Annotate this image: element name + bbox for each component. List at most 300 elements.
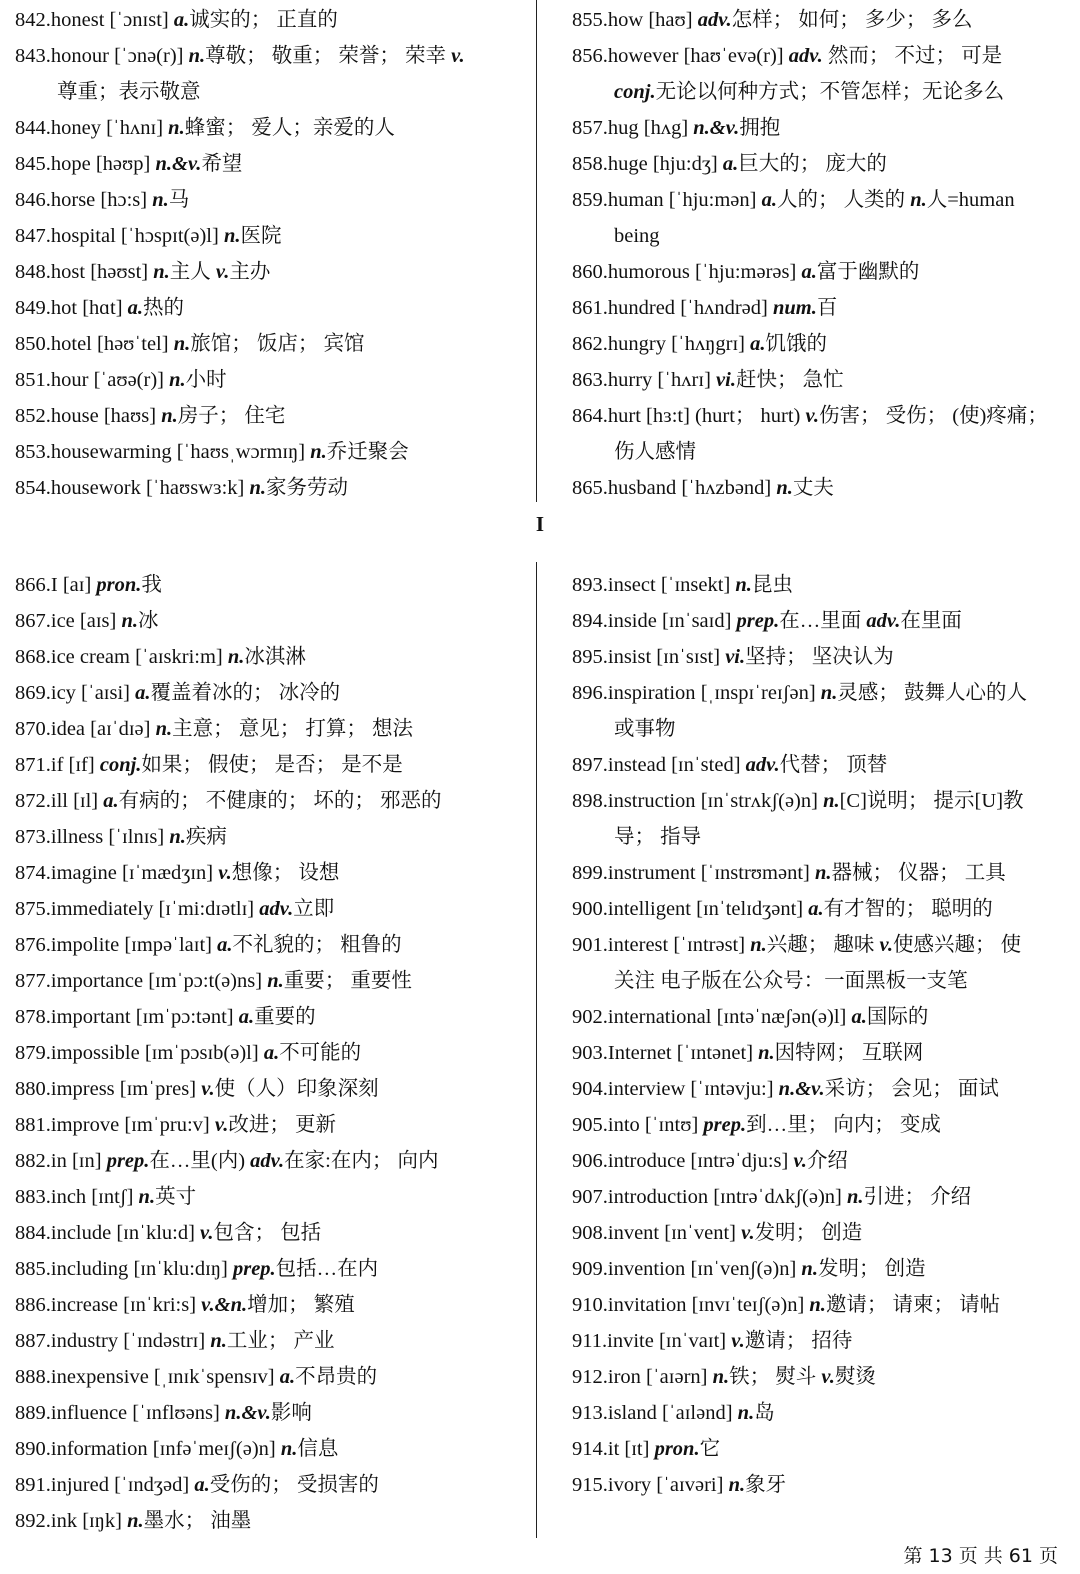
entry-definition: 不礼貌的； 粗鲁的 bbox=[232, 934, 402, 956]
entry-definition: 热的 bbox=[143, 297, 185, 319]
entry-number: 902. bbox=[572, 1006, 608, 1028]
entry-word: honest bbox=[50, 9, 105, 31]
entry-phonetic: [ˈaɪvəri] bbox=[656, 1474, 724, 1496]
entry-phonetic: [ɪntrəˈdʌkʃ(ə)n] bbox=[713, 1186, 842, 1208]
part-of-speech: n. bbox=[169, 369, 186, 391]
entry-number: 886. bbox=[15, 1294, 51, 1316]
entry-word: ivory bbox=[607, 1474, 652, 1496]
entry-definition: 改进； 更新 bbox=[228, 1114, 336, 1136]
vocab-entry bbox=[15, 290, 520, 326]
vocab-entry bbox=[15, 603, 520, 639]
entry-definition: 伤人感情 bbox=[614, 441, 696, 463]
part-of-speech: n. bbox=[169, 826, 186, 848]
entry-word: influence bbox=[50, 1402, 128, 1424]
vocab-entry bbox=[572, 1035, 1064, 1071]
entry-number: 907. bbox=[572, 1186, 608, 1208]
part-of-speech: n. bbox=[750, 934, 767, 956]
entry-word: hour bbox=[50, 369, 89, 391]
part-of-speech: a. bbox=[851, 1006, 867, 1028]
entry-number: 868. bbox=[15, 646, 51, 668]
entry-phonetic: [ɪˈmædʒɪn] bbox=[122, 862, 214, 884]
entry-phonetic: [aɪˈdɪə] bbox=[90, 718, 151, 740]
entry-number: 845. bbox=[15, 153, 51, 175]
entry-number: 915. bbox=[572, 1474, 608, 1496]
entry-number: 854. bbox=[15, 477, 51, 499]
entry-definition: 立即 bbox=[293, 898, 335, 920]
entry-phonetic: [ɪmpəˈlaɪt] bbox=[124, 934, 212, 956]
entry-definition: 拥抱 bbox=[739, 117, 781, 139]
entry-definition: 信息 bbox=[297, 1438, 339, 1460]
vocab-entry bbox=[15, 1467, 520, 1503]
entry-definition: 马 bbox=[168, 189, 190, 211]
vocab-entry bbox=[15, 110, 520, 146]
entry-definition: 在…里面 bbox=[779, 610, 867, 632]
vocab-entry bbox=[15, 963, 520, 999]
entry-number: 910. bbox=[572, 1294, 608, 1316]
vocab-entry bbox=[572, 470, 1064, 506]
entry-definition: 使感兴趣； 使 bbox=[892, 934, 1022, 956]
entry-word: I bbox=[50, 574, 58, 596]
part-of-speech: v. bbox=[805, 405, 819, 427]
entry-number: 855. bbox=[572, 9, 608, 31]
vocab-entry bbox=[15, 434, 520, 470]
vocab-entry bbox=[572, 362, 1064, 398]
entry-number: 872. bbox=[15, 790, 51, 812]
vocab-entry bbox=[15, 1143, 520, 1179]
part-of-speech: adv. bbox=[259, 898, 294, 920]
entry-definition: 象牙 bbox=[745, 1474, 787, 1496]
part-of-speech: n.&v. bbox=[693, 117, 740, 139]
entry-definition: 人=human bbox=[926, 189, 1015, 211]
entries-i-left bbox=[15, 567, 520, 1539]
entry-phonetic: [ɪmˈpres] bbox=[119, 1078, 197, 1100]
entry-number: 874. bbox=[15, 862, 51, 884]
entry-phonetic: [ˈɪndʒəd] bbox=[114, 1474, 190, 1496]
entry-word: increase bbox=[50, 1294, 119, 1316]
part-of-speech: n. bbox=[227, 646, 245, 668]
vocab-entry bbox=[15, 639, 520, 675]
entry-phonetic: [ɪnˈvenʃ(ə)n] bbox=[690, 1258, 797, 1280]
entry-number: 869. bbox=[15, 682, 51, 704]
entry-word: horse bbox=[50, 189, 96, 211]
vocab-entry bbox=[15, 2, 520, 38]
vocab-entry bbox=[15, 218, 520, 254]
part-of-speech: v. bbox=[214, 1114, 229, 1136]
entry-continuation bbox=[15, 74, 520, 110]
entry-definition: 然而； 不过； 可是 bbox=[822, 45, 1003, 67]
entry-definition: 包含； 包括 bbox=[213, 1222, 322, 1244]
vocab-entry bbox=[572, 326, 1064, 362]
entry-definition: 主人 bbox=[169, 261, 216, 283]
vocab-entry bbox=[572, 1107, 1064, 1143]
entry-number: 873. bbox=[15, 826, 51, 848]
entry-word: international bbox=[607, 1006, 712, 1028]
part-of-speech: n. bbox=[823, 790, 840, 812]
entry-phonetic: [ˈhɔspɪt(ə)l] bbox=[120, 225, 219, 247]
entry-number: 861. bbox=[572, 297, 608, 319]
entry-phonetic: [ˈaɪsi] bbox=[81, 682, 130, 704]
entry-definition: 或事物 bbox=[614, 718, 676, 740]
entry-word: host bbox=[50, 261, 86, 283]
letter-heading: I bbox=[535, 512, 545, 536]
part-of-speech: n. bbox=[910, 189, 927, 211]
vocab-entry bbox=[15, 1215, 520, 1251]
vocab-entry bbox=[15, 927, 520, 963]
entry-phonetic: [hɑt] bbox=[82, 297, 123, 319]
entry-definition: 在里面 bbox=[900, 610, 962, 632]
part-of-speech: n.&v. bbox=[778, 1078, 825, 1100]
entry-word: hurt bbox=[607, 405, 641, 427]
entry-phonetic: [ɪntʃ] bbox=[91, 1186, 134, 1208]
entry-phonetic: [ɪnˈvent] bbox=[664, 1222, 736, 1244]
part-of-speech: n. bbox=[267, 970, 284, 992]
vocab-entry bbox=[572, 1359, 1064, 1395]
entry-definition: 不可能的 bbox=[279, 1042, 362, 1064]
entry-number: 898. bbox=[572, 790, 608, 812]
vocab-entry bbox=[15, 326, 520, 362]
vocab-entry bbox=[15, 362, 520, 398]
entry-number: 877. bbox=[15, 970, 51, 992]
entry-phonetic: [ˈaʊə(r)] bbox=[93, 369, 164, 391]
entry-definition: 发明； 创造 bbox=[817, 1258, 926, 1280]
entry-definition: 冰淇淋 bbox=[244, 646, 306, 668]
part-of-speech: prep. bbox=[232, 1258, 276, 1280]
vocab-entry bbox=[15, 1287, 520, 1323]
entry-definition: 发明； 创造 bbox=[754, 1222, 863, 1244]
entry-number: 857. bbox=[572, 117, 608, 139]
entry-definition: 墨水； 油墨 bbox=[143, 1510, 252, 1532]
entry-number: 888. bbox=[15, 1366, 51, 1388]
entry-number: 901. bbox=[572, 934, 608, 956]
vocab-entry bbox=[15, 254, 520, 290]
vocab-entry bbox=[572, 927, 1064, 999]
vocab-entry bbox=[572, 639, 1064, 675]
part-of-speech: adv. bbox=[745, 754, 780, 776]
entry-word: including bbox=[50, 1258, 129, 1280]
entry-definition: 有才智的； 聪明的 bbox=[823, 898, 993, 920]
entry-number: 852. bbox=[15, 405, 51, 427]
entry-definition: 熨烫 bbox=[834, 1366, 876, 1388]
entry-number: 905. bbox=[572, 1114, 608, 1136]
entry-definition: 在…里(内) bbox=[149, 1150, 251, 1172]
part-of-speech: n. bbox=[121, 610, 138, 632]
entry-definition: 我 bbox=[141, 574, 162, 596]
part-of-speech: v. bbox=[731, 1330, 745, 1352]
entry-word: honour bbox=[50, 45, 109, 67]
part-of-speech: n. bbox=[188, 45, 206, 67]
vocab-entry bbox=[15, 1395, 520, 1431]
entry-number: 899. bbox=[572, 862, 608, 884]
entry-phonetic: [ɪnfəˈmeɪʃ(ə)n] bbox=[152, 1438, 276, 1460]
entry-definition: 灵感； 鼓舞人心的人 bbox=[837, 682, 1027, 704]
entry-definition: 冰 bbox=[138, 610, 159, 632]
entry-definition: 重要的 bbox=[254, 1006, 316, 1028]
entry-word: iron bbox=[607, 1366, 641, 1388]
entry-word: ice cream bbox=[50, 646, 130, 668]
entry-number: 913. bbox=[572, 1402, 608, 1424]
entry-phonetic: [aɪs] bbox=[79, 610, 117, 632]
entry-phonetic: [hɜ:t] (hurt； hurt) bbox=[646, 405, 801, 427]
entry-number: 893. bbox=[572, 574, 608, 596]
entry-definition: 无论以何种方式；不管怎样；无论多么 bbox=[655, 81, 1005, 103]
entry-number: 912. bbox=[572, 1366, 608, 1388]
vocab-entry bbox=[15, 1071, 520, 1107]
entry-definition: 怎样； 如何； 多少； 多么 bbox=[731, 9, 973, 31]
entry-definition: 兴趣； 趣味 bbox=[766, 934, 880, 956]
part-of-speech: a. bbox=[801, 261, 817, 283]
entry-number: 875. bbox=[15, 898, 51, 920]
entry-word: huge bbox=[607, 153, 648, 175]
entry-word: hot bbox=[50, 297, 78, 319]
entry-phonetic: [ɪnˈstrʌkʃ(ə)n] bbox=[700, 790, 818, 812]
part-of-speech: pron. bbox=[654, 1438, 700, 1460]
entry-number: 878. bbox=[15, 1006, 51, 1028]
entry-number: 892. bbox=[15, 1510, 51, 1532]
entry-phonetic: [aɪ] bbox=[62, 574, 92, 596]
part-of-speech: a. bbox=[135, 682, 151, 704]
vocab-entry bbox=[572, 2, 1064, 38]
entry-phonetic: [ɪmˈpru:v] bbox=[124, 1114, 210, 1136]
entry-word: island bbox=[607, 1402, 657, 1424]
part-of-speech: n. bbox=[758, 1042, 775, 1064]
part-of-speech: a. bbox=[194, 1474, 210, 1496]
entry-phonetic: [ˈɪnflʊəns] bbox=[132, 1402, 220, 1424]
entry-number: 856. bbox=[572, 45, 608, 67]
entry-word: importance bbox=[50, 970, 144, 992]
vocab-entry bbox=[15, 783, 520, 819]
vocab-entry bbox=[15, 747, 520, 783]
entry-definition: 使（人）印象深刻 bbox=[214, 1078, 379, 1100]
entry-phonetic: [ˈaɪlənd] bbox=[661, 1402, 733, 1424]
entry-number: 864. bbox=[572, 405, 608, 427]
entry-definition: 想像； 设想 bbox=[231, 862, 340, 884]
part-of-speech: n. bbox=[138, 1186, 156, 1208]
entry-phonetic: [ˌɪnspɪˈreɪʃən] bbox=[700, 682, 816, 704]
part-of-speech: adv. bbox=[250, 1150, 285, 1172]
part-of-speech: n. bbox=[155, 718, 173, 740]
entry-number: 876. bbox=[15, 934, 51, 956]
entry-phonetic: [haʊ] bbox=[648, 9, 693, 31]
entry-phonetic: [ˈɪlnɪs] bbox=[108, 826, 165, 848]
entry-word: hotel bbox=[50, 333, 92, 355]
entry-definition: 尊重；表示敬意 bbox=[57, 81, 201, 103]
entry-continuation bbox=[572, 711, 1064, 747]
entry-phonetic: [ˈɔnɪst] bbox=[109, 9, 169, 31]
part-of-speech: prep. bbox=[106, 1150, 150, 1172]
part-of-speech: a. bbox=[750, 333, 766, 355]
part-of-speech: n. bbox=[814, 862, 832, 884]
entry-word: impress bbox=[50, 1078, 115, 1100]
part-of-speech: num. bbox=[772, 297, 817, 319]
vocab-entry bbox=[572, 855, 1064, 891]
entry-definition: 乔迁聚会 bbox=[326, 441, 409, 463]
vocab-entry bbox=[572, 675, 1064, 747]
part-of-speech: n. bbox=[168, 117, 185, 139]
entry-phonetic: [ɪˈmi:dɪətlɪ] bbox=[158, 898, 255, 920]
entry-word: inspiration bbox=[607, 682, 696, 704]
part-of-speech: v. bbox=[741, 1222, 755, 1244]
entry-definition: 小时 bbox=[185, 369, 227, 391]
part-of-speech: n. bbox=[801, 1258, 818, 1280]
entry-definition: 疾病 bbox=[185, 826, 227, 848]
entry-number: 865. bbox=[572, 477, 608, 499]
part-of-speech: a. bbox=[103, 790, 119, 812]
entry-phonetic: [həʊp] bbox=[95, 153, 151, 175]
entry-word: how bbox=[607, 9, 644, 31]
entry-number: 904. bbox=[572, 1078, 608, 1100]
entry-definition: 增加； 繁殖 bbox=[247, 1294, 355, 1316]
entry-word: impossible bbox=[50, 1042, 140, 1064]
entry-number: 890. bbox=[15, 1438, 51, 1460]
entry-definition: 受伤的； 受损害的 bbox=[209, 1474, 379, 1496]
entry-word: invention bbox=[607, 1258, 686, 1280]
entry-definition: 关注 电子版在公众号：一面黑板一支笔 bbox=[614, 970, 968, 992]
entry-word: instrument bbox=[607, 862, 696, 884]
entry-number: 843. bbox=[15, 45, 51, 67]
part-of-speech: a. bbox=[722, 153, 739, 175]
entry-word: humorous bbox=[607, 261, 690, 283]
entry-number: 900. bbox=[572, 898, 608, 920]
entry-number: 844. bbox=[15, 117, 51, 139]
entry-phonetic: [ɪnˈklu:d] bbox=[116, 1222, 195, 1244]
part-of-speech: a. bbox=[279, 1366, 296, 1388]
entry-word: important bbox=[50, 1006, 131, 1028]
entry-phonetic: [ˈaɪskri:m] bbox=[135, 646, 223, 668]
entry-word: inch bbox=[50, 1186, 87, 1208]
entry-number: 842. bbox=[15, 9, 51, 31]
entry-word: it bbox=[607, 1438, 620, 1460]
part-of-speech: a. bbox=[808, 898, 824, 920]
entry-number: 880. bbox=[15, 1078, 51, 1100]
entry-number: 889. bbox=[15, 1402, 51, 1424]
entry-word: invent bbox=[607, 1222, 660, 1244]
entry-phonetic: [ɪntrəˈdju:s] bbox=[690, 1150, 789, 1172]
entry-phonetic: [həʊˈtel] bbox=[97, 333, 169, 355]
entry-word: idea bbox=[50, 718, 86, 740]
vocab-entry bbox=[572, 398, 1064, 470]
vocab-entry bbox=[572, 290, 1064, 326]
entry-phonetic: [ɪnˈsted] bbox=[671, 754, 741, 776]
vocab-entry bbox=[15, 999, 520, 1035]
entry-phonetic: [ɪnˈklu:dɪŋ] bbox=[133, 1258, 228, 1280]
part-of-speech: adv. bbox=[866, 610, 901, 632]
entry-phonetic: [ˈhaʊswɜ:k] bbox=[145, 477, 245, 499]
entry-definition: 医院 bbox=[240, 225, 282, 247]
entry-phonetic: [ɪnˈtelɪdʒənt] bbox=[696, 898, 804, 920]
entry-number: 860. bbox=[572, 261, 608, 283]
entry-definition: 人的； 人类的 bbox=[776, 189, 911, 211]
entry-continuation bbox=[572, 963, 1064, 999]
entry-definition: 在家:在内； 向内 bbox=[284, 1150, 439, 1172]
entry-phonetic: [ɪf] bbox=[68, 754, 95, 776]
entry-definition: 器械； 仪器； 工具 bbox=[831, 862, 1006, 884]
vocab-entry bbox=[15, 146, 520, 182]
entry-phonetic: [ɪn] bbox=[71, 1150, 102, 1172]
part-of-speech: v. bbox=[200, 1222, 214, 1244]
entry-number: 883. bbox=[15, 1186, 51, 1208]
vocab-entry bbox=[572, 783, 1064, 855]
entry-word: Internet bbox=[607, 1042, 672, 1064]
entry-phonetic: [ɪnˈvaɪt] bbox=[658, 1330, 727, 1352]
entries-h-left bbox=[15, 2, 520, 506]
vocab-entry bbox=[15, 1323, 520, 1359]
part-of-speech: n. bbox=[776, 477, 793, 499]
part-of-speech: conj. bbox=[99, 754, 142, 776]
entry-word: insect bbox=[607, 574, 656, 596]
entry-phonetic: [ˈaɪərn] bbox=[646, 1366, 708, 1388]
vocab-entry bbox=[15, 1179, 520, 1215]
entry-definition: 影响 bbox=[270, 1402, 312, 1424]
entry-phonetic: [ɪŋk] bbox=[82, 1510, 122, 1532]
entry-definition: 伤害； 受伤； (使)疼痛； bbox=[818, 405, 1048, 427]
entry-word: industry bbox=[50, 1330, 119, 1352]
entry-definition: 邀请； 招待 bbox=[744, 1330, 853, 1352]
part-of-speech: n. bbox=[152, 189, 169, 211]
entry-number: 891. bbox=[15, 1474, 51, 1496]
entry-phonetic: [ˈhju:mən] bbox=[668, 189, 757, 211]
entry-number: 882. bbox=[15, 1150, 51, 1172]
entry-word: include bbox=[50, 1222, 112, 1244]
entry-phonetic: [ˈɪntʊ] bbox=[644, 1114, 699, 1136]
entry-word: invitation bbox=[607, 1294, 687, 1316]
part-of-speech: pron. bbox=[96, 574, 142, 596]
entry-number: 853. bbox=[15, 441, 51, 463]
entry-definition: 不昂贵的 bbox=[295, 1366, 378, 1388]
entry-word: intelligent bbox=[607, 898, 691, 920]
vocab-entry bbox=[15, 182, 520, 218]
entry-word: immediately bbox=[50, 898, 154, 920]
part-of-speech: n. bbox=[127, 1510, 144, 1532]
entry-phonetic: [ˈhʌrɪ] bbox=[657, 369, 711, 391]
entry-word: invite bbox=[607, 1330, 654, 1352]
entry-number: 862. bbox=[572, 333, 608, 355]
entry-definition: 坚持； 坚决认为 bbox=[745, 646, 894, 668]
part-of-speech: n.&v. bbox=[224, 1402, 271, 1424]
entry-number: 848. bbox=[15, 261, 51, 283]
entry-number: 894. bbox=[572, 610, 608, 632]
part-of-speech: n. bbox=[280, 1438, 298, 1460]
part-of-speech: v. bbox=[201, 1078, 215, 1100]
entry-number: 866. bbox=[15, 574, 51, 596]
entry-continuation bbox=[572, 218, 1064, 254]
entry-word: in bbox=[50, 1150, 67, 1172]
part-of-speech: a. bbox=[217, 934, 233, 956]
part-of-speech: n. bbox=[210, 1330, 227, 1352]
entry-definition: 饥饿的 bbox=[765, 333, 827, 355]
entry-number: 897. bbox=[572, 754, 608, 776]
entry-definition: 引进； 介绍 bbox=[863, 1186, 972, 1208]
part-of-speech: adv. bbox=[788, 45, 823, 67]
part-of-speech: n. bbox=[846, 1186, 864, 1208]
entry-definition: 主办 bbox=[229, 261, 271, 283]
vocab-entry bbox=[572, 603, 1064, 639]
entry-word: injured bbox=[50, 1474, 109, 1496]
entry-word: interview bbox=[607, 1078, 686, 1100]
part-of-speech: prep. bbox=[703, 1114, 747, 1136]
entries-h-right bbox=[572, 2, 1064, 506]
entry-word: housework bbox=[50, 477, 141, 499]
entry-word: house bbox=[50, 405, 99, 427]
entry-phonetic: [ɪnvɪˈteɪʃ(ə)n] bbox=[691, 1294, 805, 1316]
entry-definition: 它 bbox=[699, 1438, 721, 1460]
page-footer: 第 13 页 共 61 页 bbox=[903, 1545, 1058, 1567]
entry-phonetic: [haʊs] bbox=[103, 405, 157, 427]
part-of-speech: a. bbox=[127, 297, 144, 319]
entry-phonetic: [ɪt] bbox=[624, 1438, 650, 1460]
entry-word: instruction bbox=[607, 790, 696, 812]
entry-phonetic: [ˈhju:mərəs] bbox=[695, 261, 797, 283]
part-of-speech: n. bbox=[173, 333, 191, 355]
